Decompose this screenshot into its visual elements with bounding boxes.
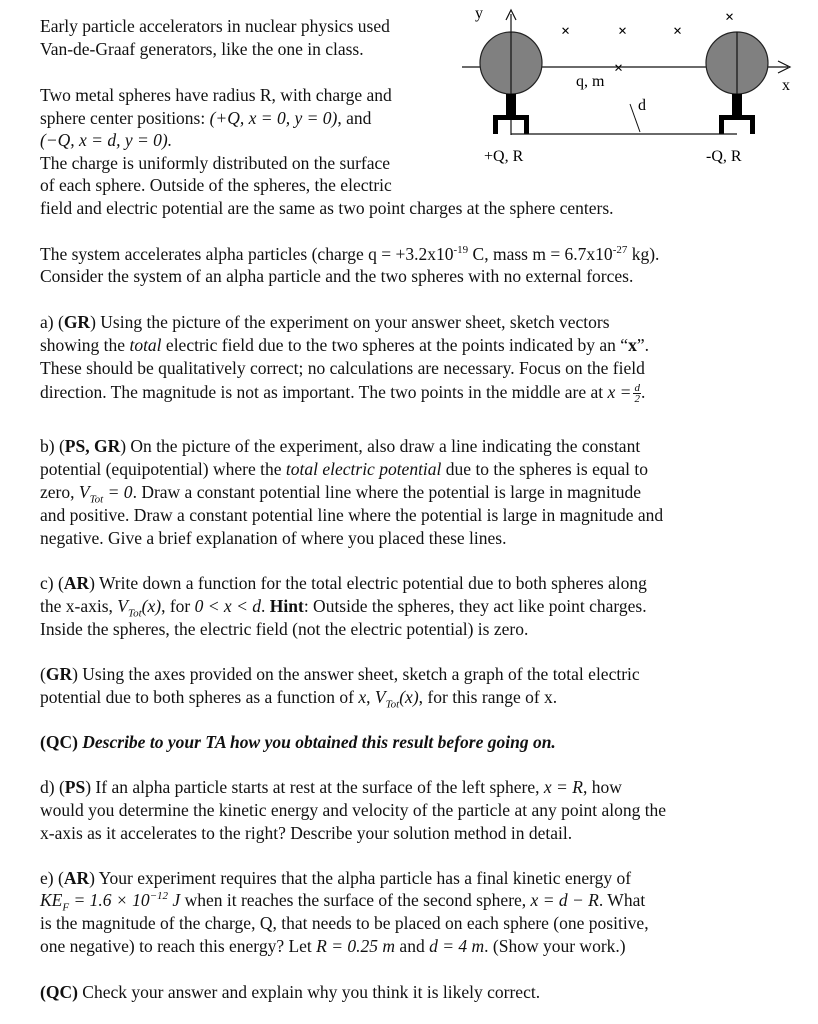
text: d) (: [40, 777, 65, 797]
text: , how: [582, 777, 622, 797]
text: .: [261, 596, 270, 616]
math-subscript: Tot: [127, 607, 142, 620]
text: electric field due to the two spheres at the points indicated by an “: [161, 335, 629, 355]
text: : Outside the spheres, they act like point charges.: [303, 596, 647, 616]
part-a-line: These should be qualitatively correct; no calculations are necessary. Focus on the field: [40, 358, 645, 378]
text: sphere center positions:: [40, 108, 210, 128]
part-e-line: [40, 889, 646, 914]
intro-line: Early particle accelerators in nuclear physics used: [40, 16, 390, 36]
particle-cross: ×: [614, 60, 624, 77]
math-subscript: Tot: [385, 698, 400, 711]
part-c-line: Inside the spheres, the electric field (not the electric potential) is zero.: [40, 619, 529, 639]
text: ) Using the picture of the experiment on your answer sheet, sketch vectors: [90, 312, 610, 332]
right-stand-leg: [750, 120, 755, 134]
text: potential due to both spheres as a function of: [40, 687, 359, 707]
math: V: [78, 482, 90, 502]
numerator: d: [634, 382, 640, 395]
text: .: [640, 382, 646, 402]
math-subscript: F: [62, 901, 70, 914]
part-b-line: [40, 481, 642, 506]
right-stand: [732, 94, 742, 117]
text: a) (: [40, 312, 64, 332]
part-c-line: [40, 572, 647, 594]
math-exponent: −12: [149, 890, 169, 903]
qc-line: [40, 981, 540, 1003]
part-gr-line: [40, 686, 558, 711]
intro-line: Two metal spheres have radius R, with charge and: [40, 85, 392, 105]
text: (: [40, 664, 46, 684]
text: ) Your experiment requires that the alpha particle has a final kinetic energy of: [89, 868, 632, 888]
math: 0 < x < d: [194, 596, 262, 616]
part-d-line: x-axis as it accelerates to the right? Describe your solution method in detail.: [40, 823, 573, 843]
intro-line: The charge is uniformly distributed on the surface: [40, 153, 391, 173]
hint-label: Hint: [269, 596, 304, 616]
text: , for: [161, 596, 195, 616]
text: one negative) to reach this energy? Let: [40, 936, 317, 956]
part-b-line: [40, 458, 648, 480]
task-tag: (QC): [40, 982, 78, 1002]
math: V: [117, 596, 128, 616]
task-tag: AR: [63, 573, 90, 593]
task-tag: AR: [63, 868, 90, 888]
part-a-line: [40, 334, 649, 356]
math: x = d − R: [530, 890, 599, 910]
math: = 1.6 × 10: [69, 890, 150, 910]
part-d-line: would you determine the kinetic energy and velocity of the particle at any point along the: [40, 800, 667, 820]
left-sphere-label: +Q, R: [484, 148, 524, 165]
task-tag: PS: [64, 777, 86, 797]
math: KE: [40, 890, 63, 910]
text: direction. The magnitude is not as important. The two points in the middle are at: [40, 382, 608, 402]
text: ”.: [636, 335, 649, 355]
text: e) (: [40, 868, 64, 888]
intro-line: Van-de-Graaf generators, like the one in class.: [40, 39, 364, 59]
math: (+Q, x = 0, y = 0): [209, 108, 338, 128]
part-b-line: [40, 435, 640, 457]
text: potential (equipotential) where the: [40, 459, 286, 479]
math: x: [358, 687, 367, 707]
left-stand: [506, 94, 516, 117]
text: The system accelerates alpha particles (charge q = +3.2x10: [40, 244, 454, 264]
exponent: -27: [612, 244, 628, 257]
math: R = 0.25 m: [316, 936, 396, 956]
task-tag: (QC): [40, 732, 78, 752]
text: . (Show your work.): [484, 936, 626, 956]
math: = 0: [103, 482, 133, 502]
intro-line: of each sphere. Outside of the spheres, the electric: [40, 175, 392, 195]
right-sphere-label: -Q, R: [706, 148, 742, 165]
part-gr-line: [40, 663, 640, 685]
part-e-line: [40, 867, 631, 889]
y-axis-label: y: [475, 5, 483, 22]
qc-line: [40, 731, 556, 753]
text: ) Using the axes provided on the answer sheet, sketch a graph of the total electric: [72, 664, 640, 684]
math: d = 4 m: [429, 936, 485, 956]
math: x = R: [543, 777, 583, 797]
left-stand-leg: [524, 120, 529, 134]
emphasis: total: [129, 335, 162, 355]
math: J: [168, 890, 181, 910]
text: zero,: [40, 482, 79, 502]
text: the x-axis,: [40, 596, 118, 616]
text: . Draw a constant potential line where the potential is large in magnitude: [132, 482, 642, 502]
text: , for this range of x.: [418, 687, 558, 707]
x-axis-label: x: [782, 77, 790, 94]
text: when it reaches the surface of the second sphere,: [180, 890, 531, 910]
left-stand-base: [493, 115, 529, 120]
task-tag: GR: [45, 664, 73, 684]
part-d-line: [40, 776, 622, 798]
left-stand-leg: [493, 120, 498, 134]
fraction: [633, 383, 641, 404]
part-e-line: [40, 935, 626, 957]
math: (x): [141, 596, 162, 616]
text: and: [395, 936, 430, 956]
part-c-line: [40, 595, 647, 620]
part-b-line: negative. Give a brief explanation of where you placed these lines.: [40, 528, 507, 548]
particle-label: q, m: [576, 73, 605, 90]
text: showing the: [40, 335, 130, 355]
qc-instruction: Describe to your TA how you obtained this result before going on.: [77, 732, 556, 752]
right-stand-base: [719, 115, 755, 120]
math-subscript: Tot: [89, 493, 104, 506]
intro-line: [40, 107, 371, 129]
text: c) (: [40, 573, 64, 593]
system-line: Consider the system of an alpha particle and the two spheres with no external forces.: [40, 266, 634, 286]
part-a-line: [40, 381, 645, 404]
task-tag: GR: [63, 312, 91, 332]
text: ) If an alpha particle starts at rest at the surface of the left sphere,: [85, 777, 544, 797]
field-point-cross: ×: [618, 23, 628, 40]
text: , and: [337, 108, 372, 128]
part-b-line: and positive. Draw a constant potential line where the potential is large in magnitude and: [40, 505, 664, 525]
math: V: [374, 687, 386, 707]
part-e-line: is the magnitude of the charge, Q, that needs to be placed on each sphere (one positive,: [40, 913, 649, 933]
field-point-cross: ×: [725, 9, 735, 26]
exponent: -19: [453, 244, 469, 257]
math: (x): [399, 687, 419, 707]
text: ) On the picture of the experiment, also draw a line indicating the constant: [120, 436, 641, 456]
text: . What: [598, 890, 646, 910]
system-line: [40, 243, 659, 265]
intro-line: field and electric potential are the same as two point charges at the sphere centers.: [40, 198, 614, 218]
separation-label: d: [638, 97, 646, 114]
text: kg).: [627, 244, 660, 264]
emphasis: total electric potential: [285, 459, 442, 479]
text: ) Write down a function for the total electric potential due to both spheres along: [89, 573, 647, 593]
accelerator-diagram: [440, 0, 810, 180]
text: C, mass m = 6.7x10: [468, 244, 613, 264]
part-a-line: [40, 311, 610, 333]
math: x =: [607, 382, 632, 402]
denominator: 2: [634, 393, 640, 406]
text: b) (: [40, 436, 65, 456]
field-point-cross: ×: [673, 23, 683, 40]
right-stand-leg: [719, 120, 724, 134]
cross-symbol: x: [628, 335, 637, 355]
intro-line: (−Q, x = d, y = 0).: [40, 130, 173, 150]
field-point-cross: ×: [561, 23, 571, 40]
task-tag: PS, GR: [64, 436, 121, 456]
qc-instruction: Check your answer and explain why you think it is likely correct.: [77, 982, 541, 1002]
text: ,: [366, 687, 375, 707]
text: due to the spheres is equal to: [441, 459, 648, 479]
